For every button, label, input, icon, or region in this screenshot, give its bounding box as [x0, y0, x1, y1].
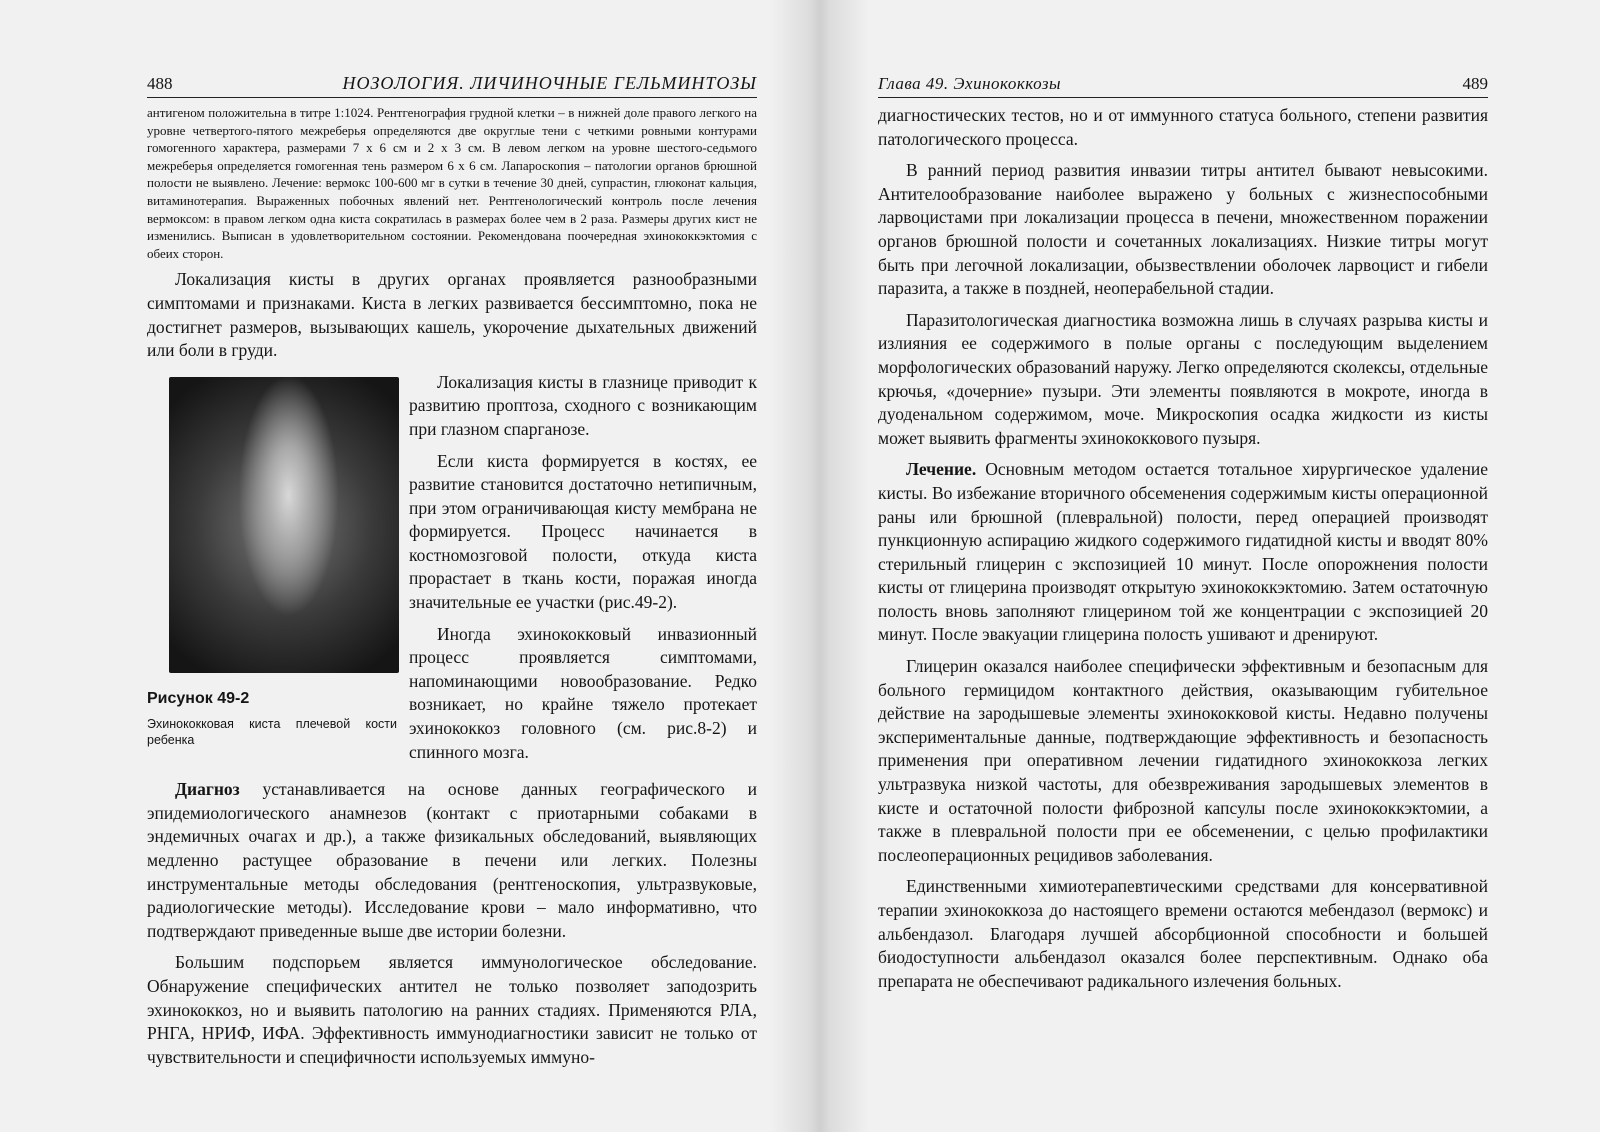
right-page	[878, 70, 1488, 1001]
left-running-title: НОЗОЛОГИЯ. ЛИЧИНОЧНЫЕ ГЕЛЬМИНТОЗЫ	[342, 73, 757, 93]
left-page	[147, 70, 757, 1077]
treatment-paragraph	[878, 458, 1488, 647]
right-paragraph-4: Глицерин оказался наиболее специфически эффективным и безопасным для больного гермицидом контактного действия, оказывающим губительное действие на зародышевые элементы эхинококковой кисты. Недавно получены экспериментальные данные, подтверждающие эффективность и безопасность применения при оперативном лечении гидатидного эхинококкоза легких ультразвука низкой частоты, для обезвреживания зародышевых элементов в кисте и остаточной полости фиброзной капсулы после эхинококкэктомии, а также в плевральной полости при ее обсеменении, с целью профилактики послеоперационных рецидивов заболевания.	[878, 656, 1488, 865]
treatment-label: Лечение.	[906, 459, 977, 480]
side-paragraph-1: Локализация кисты в глазнице приводит к развитию проптоза, сходного с возникающим при глазном спарганозе.	[409, 371, 757, 439]
right-page-header	[878, 70, 1488, 98]
right-body	[878, 104, 1488, 993]
left-paragraph-1: Локализация кисты в других органах проявляется разнообразными симптомами и признаками. Киста в легких развивается бессимптомно, пока не достигнет размеров, вызывающих кашель, укорочение дыхательных движений или боли в груди.	[147, 269, 757, 361]
figure-side-text	[409, 371, 757, 773]
left-page-header	[147, 70, 757, 98]
left-page-number: 488	[147, 74, 173, 93]
case-history	[147, 104, 757, 262]
left-paragraph-last: Большим подспорьем является иммунологическое обследование. Обнаружение специфических антител не только позволяет заподозрить эхинококкоз, но и выявить патологию на ранних стадиях. Применяются РЛА, РНГА, НРИФ, ИФА. Эффективность иммунодиагностики зависит не только от чувствительности и специфичности используемых иммуно-	[147, 952, 757, 1067]
diagnosis-paragraph	[147, 778, 757, 943]
figure-title: Рисунок 49-2	[147, 689, 250, 707]
figure-49-2	[147, 371, 397, 773]
book-gutter	[770, 0, 870, 1132]
diagnosis-text: устанавливается на основе данных географического и эпидемиологического анамнезов (контакт с приотарными собаками в эндемичных очагах и др.), а также физикальных обследований, выявляющих медленно растущее образование в печени или легких. Полезны инструментальные методы обследования (рентгеноскопия, ультразвуковые, радиологические методы). Исследование крови – мало информативно, что подтверждают приведенные выше две истории болезни.	[147, 779, 757, 941]
right-running-title: Глава 49. Эхинококкозы	[878, 74, 1061, 93]
right-page-number: 489	[1462, 74, 1488, 93]
right-paragraph-0: диагностических тестов, но и от иммунного статуса больного, степени развития патологического процесса.	[878, 105, 1488, 149]
xray-image	[169, 377, 399, 673]
side-paragraph-3: Иногда эхинококковый инвазионный процесс проявляется симптомами, напоминающими новообразование. Редко возникает, но крайне тяжело протекает эхинококкоз головного (см. рис.8-2) и спинного мозга.	[409, 623, 757, 762]
case-history-text: антигеном положительна в титре 1:1024. Рентгенография грудной клетки – в нижней доле правого легкого на уровне четвертого-пятого межреберья определяются две округлые тени с четкими ровными контурами гомогенного характера, размерами 7 х 6 см и 2 х 3 см. В левом легком на уровне шестого-седьмого межреберья определяется гомогенная тень размером 6 х 6 см. Лапароскопия – патологии органов брюшной полости не выявлено. Лечение: вермокс 100-600 мг в сутки в течение 30 дней, супрастин, глюконат кальция, витаминотерапия. Выраженных побочных явлений нет. Рентгенологический контроль после лечения вермоксом: в правом легком одна киста сократилась в размерах более чем в 2 раза. Размеры других кист не изменились. Выписан в удовлетворительном состоянии. Рекомендована поочередная эхинококкэктомия с обеих сторон.	[147, 105, 757, 261]
left-body	[147, 268, 757, 1069]
side-paragraph-2: Если киста формируется в костях, ее развитие становится достаточно нетипичным, при этом ограничивающая кисту мембрана не формируется. Процесс начинается в костномозговой полости, откуда киста прорастает в ткань кости, поражая иногда значительные ее участки (рис.49-2).	[409, 450, 757, 613]
right-paragraph-5: Единственными химиотерапевтическими средствами для консервативной терапии эхинококкоза до настоящего времени остаются мебендазол (вермокс) и альбендазол. Благодаря лучшей абсорбционной способности и большей биодоступности альбендазол оказался более перспективным. Однако оба препарата не обеспечивают радикального излечения больных.	[878, 876, 1488, 991]
diagnosis-label: Диагноз	[175, 779, 240, 800]
right-paragraph-1: В ранний период развития инвазии титры антител бывают невысокими. Антителообразование наиболее выражено у больных с жизнеспособными ларвоцистами при локализации процесса в печени, множественном поражении органов брюшной полости и сочетанных локализациях. Низкие титры могут быть при легочной локализации, обызвествлении оболочек ларвоцист и гибели паразита, а также в поздней, неоперабельной стадии.	[878, 160, 1488, 299]
right-paragraph-2: Паразитологическая диагностика возможна лишь в случаях разрыва кисты и излияния ее содержимого в полые органы с последующим выделением морфологических образований наружу. Легко определяются сколексы, отдельные крючья, «дочерние» пузыри. Эти элементы появляются в мокроте, иногда в дуоденальном содержимом, моче. Микроскопия осадка жидкости из кисты может выявить фрагменты эхинококкового пузыря.	[878, 309, 1488, 448]
figure-caption: Эхинококковая киста плечевой кости ребенка	[147, 717, 397, 748]
figure-block	[147, 371, 757, 773]
treatment-text: Основным методом остается тотальное хирургическое удаление кисты. Во избежание вторичного обсеменения содержимым кисты операционной раны или брюшной (плевральной) полости, перед операцией производят пункционную аспирацию жидкого содержимого гидатидной кисты и вводят 80% стерильный глицерин с экспозицией 10 минут. После опорожнения полости кисты от глицерина производят открытую эхинококкэктомию. Затем остаточную полость вновь заполняют глицерином той же концентрации с экспозицией 20 минут. После эвакуации глицерина полость ушивают и дренируют.	[878, 459, 1488, 645]
